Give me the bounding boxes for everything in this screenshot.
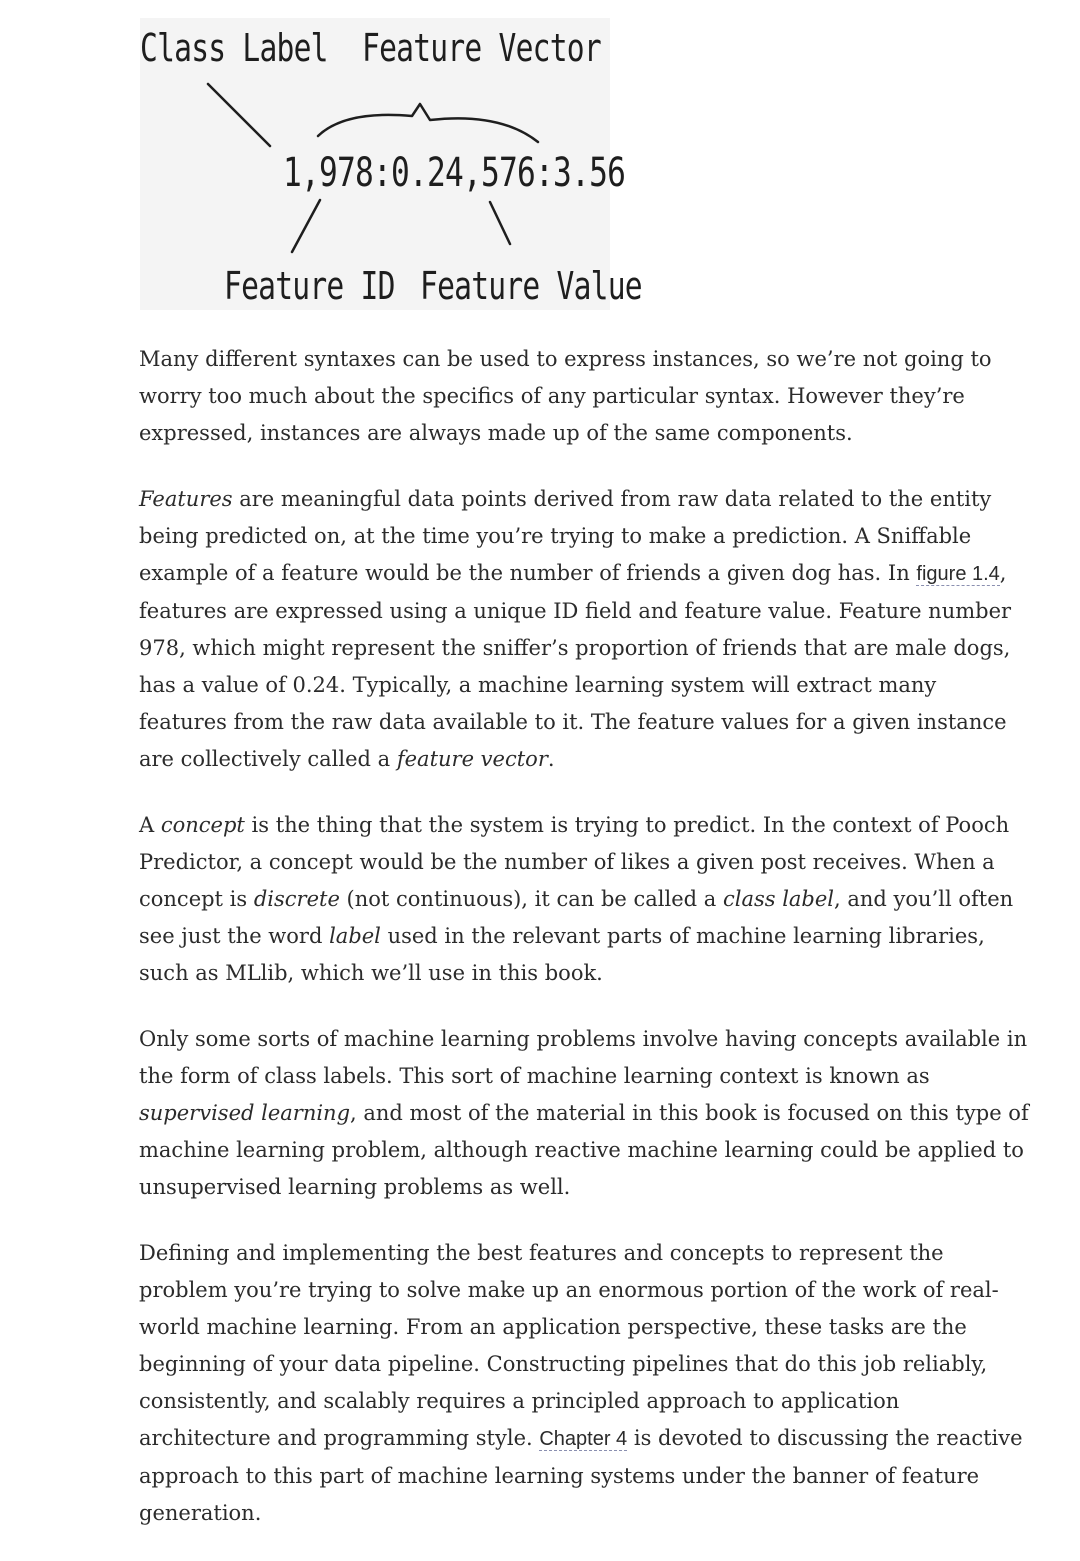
paragraph-text: Only some sorts of machine learning problems involve having concepts available in the form of class labels. This sort of machine learning context is known as (139, 1027, 1028, 1088)
paragraph-text: A (139, 813, 161, 837)
paragraph-text: is the thing that the system is trying to predict. In the context of Pooch Predictor, a concept would be the number of likes a given post receives. When a concept is (139, 813, 1010, 911)
feature-id-caption: Feature ID (224, 264, 395, 308)
paragraph-text: used in the relevant parts of machine learning libraries, such as MLlib, which we’ll use in this book. (139, 924, 985, 985)
term-discrete: discrete (253, 887, 340, 911)
term-feature-vector: feature vector (396, 747, 548, 771)
chapter-4-link[interactable]: Chapter 4 (539, 1428, 628, 1450)
paragraph-features (139, 481, 1029, 778)
paragraph-pipelines (139, 1235, 1029, 1532)
feature-vector-caption: Feature Vector (362, 26, 601, 70)
paragraph-text: are meaningful data points derived from raw data related to the entity being predicted on, at the time you’re trying to make a prediction. A Sniffable example of a feature would be the number of friends a given dog has. In (139, 487, 992, 585)
term-concept: concept (160, 813, 245, 837)
paragraph-instances (139, 341, 1029, 452)
figure-1-4-link[interactable]: figure 1.4 (916, 563, 1000, 585)
paragraph-text: is devoted to discussing the reactive approach to this part of machine learning systems under the banner of feature generation. (139, 1426, 1023, 1525)
feature-id-pointer-line (292, 200, 320, 252)
paragraph-concept (139, 807, 1029, 992)
paragraph-text: , and most of the material in this book is focused on this type of machine learning problem, although reactive machine learning could be applied to unsupervised learning problems as well. (139, 1101, 1029, 1199)
paragraph-supervised (139, 1021, 1029, 1206)
instance-example: 1,978:0.24,576:3.56 (283, 150, 626, 196)
paragraph-text: , features are expressed using a unique ID field and feature value. Feature number 978, which might represent the sniffer’s proportion of friends that are male dogs, has a value of 0.24. Typically, a machine learning system will extract many features from the raw data available to it. The feature values for a given instance are collectively called a (139, 561, 1012, 771)
class-label-pointer-line (208, 84, 270, 146)
paragraph-text: . (547, 747, 555, 771)
term-label: label (329, 924, 381, 948)
class-label-caption: Class Label (140, 26, 328, 70)
paragraph-text: , and you’ll often see just the word (139, 887, 1014, 948)
paragraph-text: Defining and implementing the best features and concepts to represent the problem you’re trying to solve make up an enormous portion of the work of real-world machine learning. From an application perspective, these tasks are the beginning of your data pipeline. Constructing pipelines that do this job reliably, consistently, and scalably requires a principled approach to application architecture and programming style. (139, 1241, 999, 1450)
feature-vector-brace (318, 104, 538, 142)
term-class-label: class label (722, 887, 835, 911)
term-supervised-learning: supervised learning (139, 1101, 351, 1125)
paragraph-text: (not continuous), it can be called a (339, 887, 723, 911)
feature-value-pointer-line (490, 202, 510, 244)
paragraph-text: Many different syntaxes can be used to express instances, so we’re not going to worry too much about the specifics of any particular syntax. However they’re expressed, instances are always made up of the same components. (139, 347, 992, 445)
feature-value-caption: Feature Value (420, 264, 642, 308)
article-body (139, 341, 1029, 1561)
term-features: Features (139, 487, 233, 511)
instance-diagram (140, 18, 642, 310)
